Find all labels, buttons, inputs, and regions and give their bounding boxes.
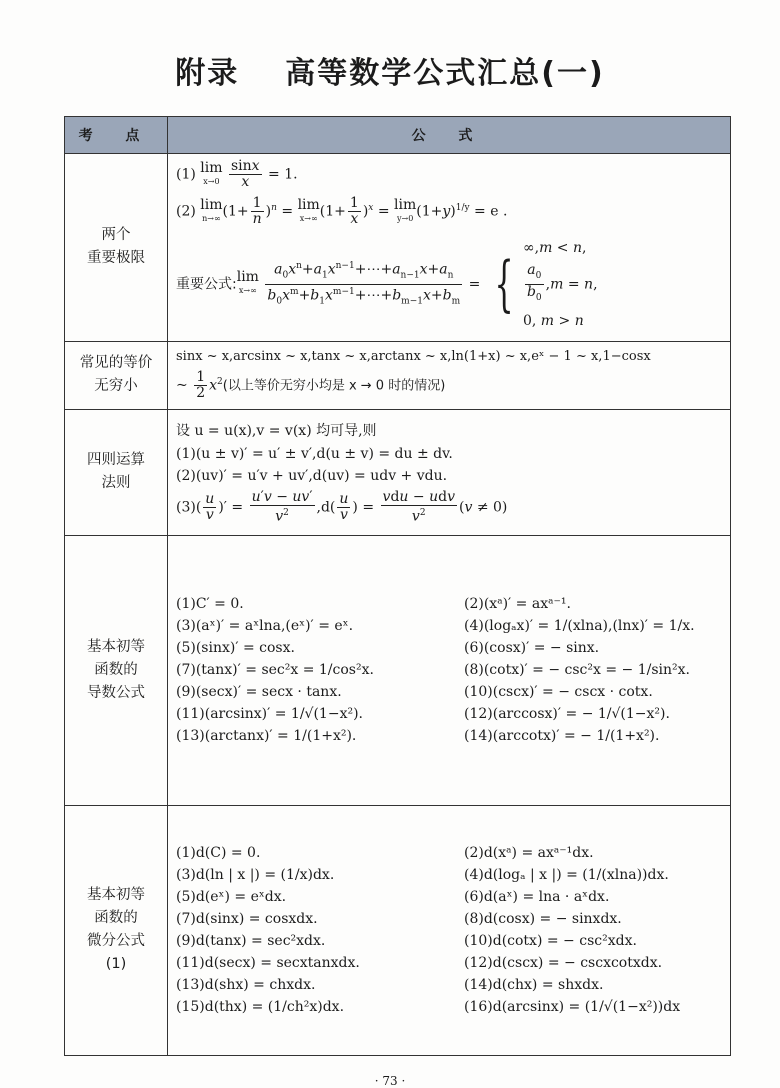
title-main: 高等数学公式汇总(一) <box>285 56 605 91</box>
deriv-formula: (5)(sinx)′ = cosx. <box>176 640 295 657</box>
formula-table <box>64 116 731 1056</box>
diff-formula: (8)d(cosx) = − sinxdx. <box>464 911 622 928</box>
diff-formula: (10)d(cotx) = − csc²xdx. <box>464 933 637 950</box>
diff-formula: (4)d(logₐ | x |) = (1/(xlna))dx. <box>464 867 669 884</box>
deriv-formula: (14)(arccotx)′ = − 1/(1+x²). <box>464 728 660 745</box>
diff-formula: (3)d(ln | x |) = (1/x)dx. <box>176 867 335 884</box>
deriv-formula: (6)(cosx)′ = − sinx. <box>464 640 600 657</box>
diff-formula: (5)d(eˣ) = eˣdx. <box>176 889 287 906</box>
title-appendix: 附录 <box>175 56 240 91</box>
table-row <box>65 805 731 1055</box>
equiv-line-2: ~ $\frac{1}{2}$ $x^2$(以上等价无穷小均是 x → 0 时的情况) <box>176 369 446 402</box>
deriv-formula: (3)(aˣ)′ = aˣlna,(eˣ)′ = eˣ. <box>176 618 354 635</box>
table-header <box>65 117 731 154</box>
diff-formula: (12)d(cscx) = − cscxcotxdx. <box>464 955 663 972</box>
deriv-formula: (7)(tanx)′ = sec²x = 1/cos²x. <box>176 662 374 679</box>
diff-formula: (6)d(aˣ) = lna · aˣdx. <box>464 889 610 906</box>
equiv-line-1: sinx ~ x,arcsinx ~ x,tanx ~ x,arctanx ~ x,ln(1+x) ~ x,eˣ − 1 ~ x,1−cosx <box>176 349 651 365</box>
diff-formula: (7)d(sinx) = cosxdx. <box>176 911 318 928</box>
deriv-formula: (8)(cotx)′ = − csc²x = − 1/sin²x. <box>464 662 690 679</box>
diff-formula: (15)d(thx) = (1/ch²x)dx. <box>176 999 345 1016</box>
topic-equiv: 常见的等价 无穷小 <box>65 341 168 409</box>
page-title <box>0 48 780 92</box>
formula-limit-important: 重要公式:lim x→∞ $\frac{a_0x^n+a_1x^{n-1}+\cdots+a_{n-1}x+a_n}{b_0x^m+b_1x^{m-1}+\cdots+b_{m-1}x+b_m}$ = { ∞,m < n, $\frac{a_0}{b_0}$ ,m = n, 0, m > n <box>176 240 598 329</box>
diff-formula: (9)d(tanx) = sec²xdx. <box>176 933 326 950</box>
diff-formula: (14)d(chx) = shxdx. <box>464 977 604 994</box>
topic-arith: 四则运算 法则 <box>65 409 168 535</box>
arith-rule-1: (1)(u ± v)′ = u′ ± v′,d(u ± v) = du ± dv. <box>176 445 453 462</box>
topic-limits: 两个 重要极限 <box>65 154 168 342</box>
deriv-formula: (11)(arcsinx)′ = 1/√(1−x²). <box>176 706 363 723</box>
arith-rule-2: (2)(uv)′ = u′v + uv′,d(uv) = udv + vdu. <box>176 467 448 484</box>
deriv-formula: (4)(logₐx)′ = 1/(xlna),(lnx)′ = 1/x. <box>464 618 695 635</box>
deriv-formula: (13)(arctanx)′ = 1/(1+x²). <box>176 728 357 745</box>
table-row <box>65 341 731 409</box>
formula-limit-1: (1) lim x→0 $\frac{\sin x}{x}$ = 1. <box>176 158 298 190</box>
table-row <box>65 409 731 535</box>
formulas-diff <box>168 805 731 1055</box>
arith-intro: 设 u = u(x),v = v(x) 均可导,则 <box>176 422 377 439</box>
header-formula: 公 式 <box>168 117 731 154</box>
formulas-limits <box>168 154 731 342</box>
header-topic: 考 点 <box>65 117 168 154</box>
formula-limit-2: (2) lim n→∞ (1+ $\frac{1}{n}$ )$^n$ = lim x→∞ (1+ $\frac{1}{x}$ )$^x$ = lim y→0 $(1+y)^{1/y} = e$ . <box>176 195 508 227</box>
deriv-formula: (10)(cscx)′ = − cscx · cotx. <box>464 684 653 701</box>
table-row <box>65 154 731 342</box>
deriv-formula: (12)(arccosx)′ = − 1/√(1−x²). <box>464 706 670 723</box>
topic-deriv: 基本初等 函数的 导数公式 <box>65 535 168 805</box>
formulas-equiv <box>168 341 731 409</box>
diff-formula: (13)d(shx) = chxdx. <box>176 977 316 994</box>
deriv-formula: (2)(xᵃ)′ = axᵃ⁻¹. <box>464 596 571 613</box>
topic-diff: 基本初等 函数的 微分公式 (1) <box>65 805 168 1055</box>
formulas-deriv <box>168 535 731 805</box>
diff-formula: (16)d(arcsinx) = (1/√(1−x²))dx <box>464 999 681 1016</box>
diff-formula: (1)d(C) = 0. <box>176 845 261 862</box>
table-row <box>65 535 731 805</box>
arith-rule-3: (3)( $\frac{u}{v}$ )′ = $\frac{u'v - uv'}{v^2}$ ,d( $\frac{u}{v}$ ) = $\frac{\text{vdu − udv}}{v^2}$ (v ≠ 0) <box>176 488 508 525</box>
page-number: · 73 · <box>374 1074 406 1088</box>
deriv-formula: (9)(secx)′ = secx · tanx. <box>176 684 342 701</box>
diff-formula: (11)d(secx) = secxtanxdx. <box>176 955 360 972</box>
important-formula-label: 重要公式: <box>176 276 237 293</box>
diff-formula: (2)d(xᵃ) = axᵃ⁻¹dx. <box>464 845 594 862</box>
deriv-formula: (1)C′ = 0. <box>176 596 244 613</box>
formulas-arith <box>168 409 731 535</box>
